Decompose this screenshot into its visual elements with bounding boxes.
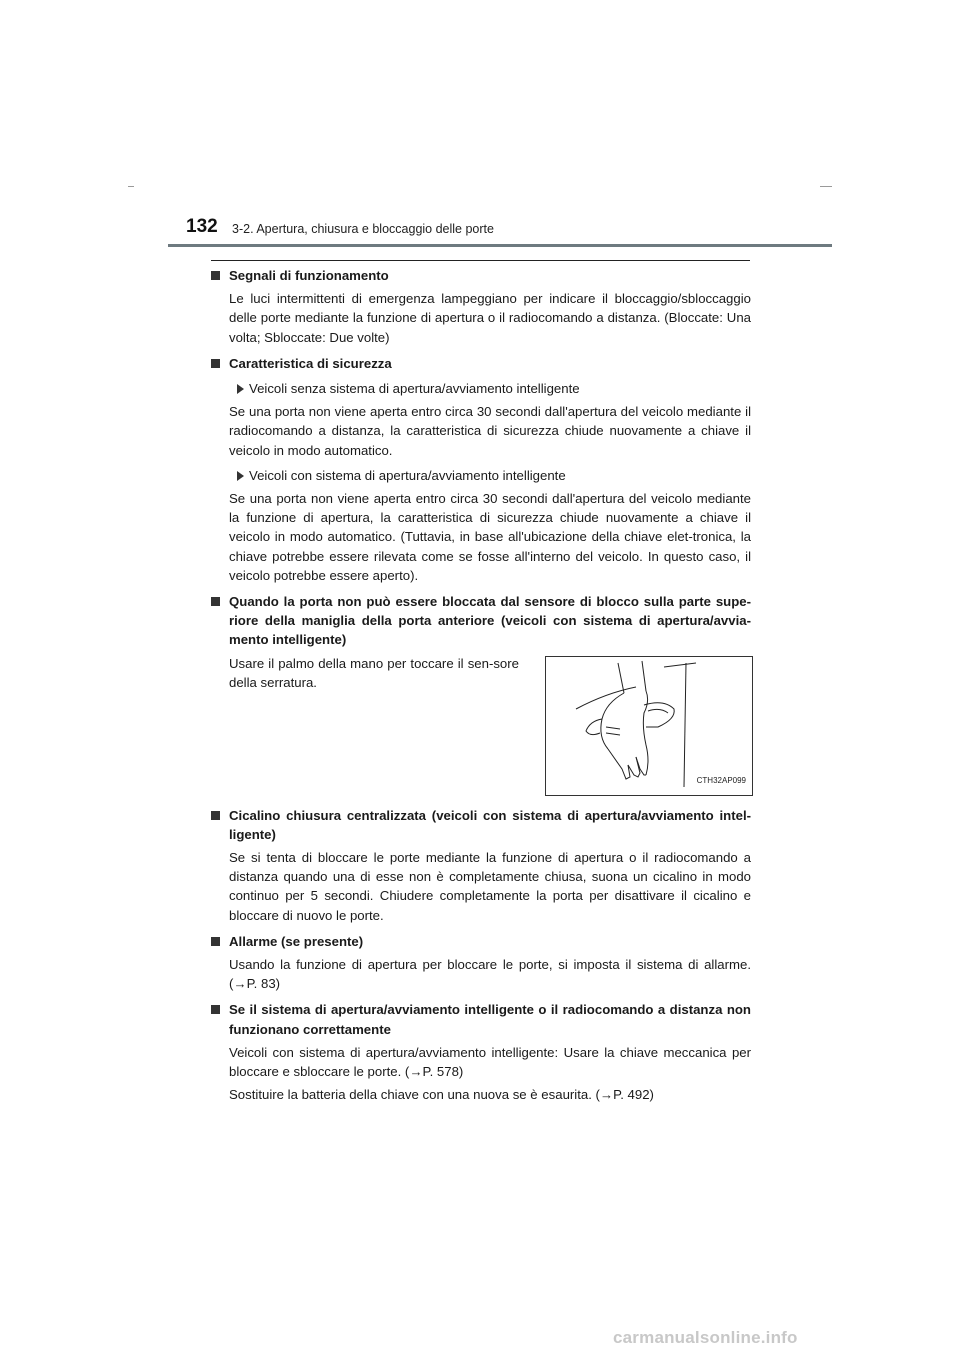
section-malfunzionamento — [211, 1000, 751, 1104]
section-header-title: 3-2. Apertura, chiusura e bloccaggio delle porte — [232, 222, 494, 236]
section-cicalino — [211, 806, 751, 925]
section-text: Se si tenta di bloccare le porte mediante la funzione di apertura o il radiocomando a distanza quando una di esse non è completamente chiusa, suona un cicalino in modo continuo per 5 secondi. Chiudere completamente la porta per disattivare il cicalino e bloccare di nuovo le porte. — [229, 850, 751, 923]
section-heading: Cicalino chiusura centralizzata (veicoli con sistema di apertura/avviamento intel-ligente) — [211, 806, 751, 844]
text-with-figure — [211, 654, 751, 796]
subheading: Veicoli con sistema di apertura/avviamento intelligente — [211, 466, 751, 485]
section-text: Usando la funzione di apertura per bloccare le porte, si imposta il sistema di allarme. (→P. 83) — [229, 957, 751, 992]
section-text: Sostituire la batteria della chiave con una nuova se è esaurita. (→P. 492) — [229, 1087, 654, 1103]
square-bullet-icon — [211, 359, 220, 368]
figure-code: CTH32AP099 — [696, 776, 746, 786]
square-bullet-icon — [211, 811, 220, 820]
subheading: Veicoli senza sistema di apertura/avviamento intelligente — [211, 379, 751, 398]
section-sensore — [211, 592, 751, 796]
square-bullet-icon — [211, 597, 220, 606]
crop-mark-left — [128, 186, 134, 187]
section-text: Veicoli con sistema di apertura/avviamento intelligente: Usare la chiave meccanica per bloccare e sbloccare le porte. (→P. 578) — [229, 1044, 751, 1080]
page-content — [211, 266, 751, 1112]
section-text: Le luci intermittenti di emergenza lampeggiano per indicare il bloccaggio/sbloccaggio delle porte mediante la funzione di apertura o il radiocomando a distanza. (Bloccate: Una volta; Sbloccate: Due volte) — [229, 291, 751, 345]
square-bullet-icon — [211, 937, 220, 946]
section-heading: Quando la porta non può essere bloccata dal sensore di blocco sulla parte supe-riore della maniglia della porta anteriore (veicoli con sistema di apertura/avvia-mento intelligente) — [211, 592, 751, 650]
section-heading: Caratteristica di sicurezza — [211, 354, 751, 373]
square-bullet-icon — [211, 1005, 220, 1014]
header-rule — [168, 244, 832, 247]
section-text: Se una porta non viene aperta entro circa 30 secondi dall'apertura del veicolo mediante la funzione di apertura, la caratteristica di sicurezza chiude nuovamente a chiave il veicolo in modo automatico. (Tuttavia, in base all'ubicazione della chiave elet-tronica, la chiave potrebbe essere rilevata come se fosse all'interno del veicolo. In questo caso, il veicolo potrebbe essere aperto). — [229, 491, 751, 583]
section-heading: Allarme (se presente) — [211, 932, 751, 951]
square-bullet-icon — [211, 271, 220, 280]
section-heading: Se il sistema di apertura/avviamento intelligente o il radiocomando a distanza non funzionano correttamente — [211, 1000, 751, 1038]
section-heading: Segnali di funzionamento — [211, 266, 751, 285]
watermark: carmanualsonline.info — [613, 1328, 798, 1347]
crop-mark-right — [820, 186, 832, 187]
section-allarme — [211, 932, 751, 994]
triangle-bullet-icon — [237, 471, 244, 481]
section-text: Se una porta non viene aperta entro circa 30 secondi dall'apertura del veicolo mediante il radiocomando a distanza, la caratteristica di sicurezza chiude nuovamente a chiave il veicolo in modo automatico. — [229, 404, 751, 458]
content-top-rule — [211, 260, 750, 261]
page-number: 132 — [186, 216, 218, 237]
triangle-bullet-icon — [237, 384, 244, 394]
section-sicurezza — [211, 354, 751, 585]
section-text: Usare il palmo della mano per toccare il sen-sore della serratura. — [229, 655, 519, 690]
hand-on-door-handle-illustration — [545, 656, 753, 796]
section-segnali — [211, 266, 751, 347]
